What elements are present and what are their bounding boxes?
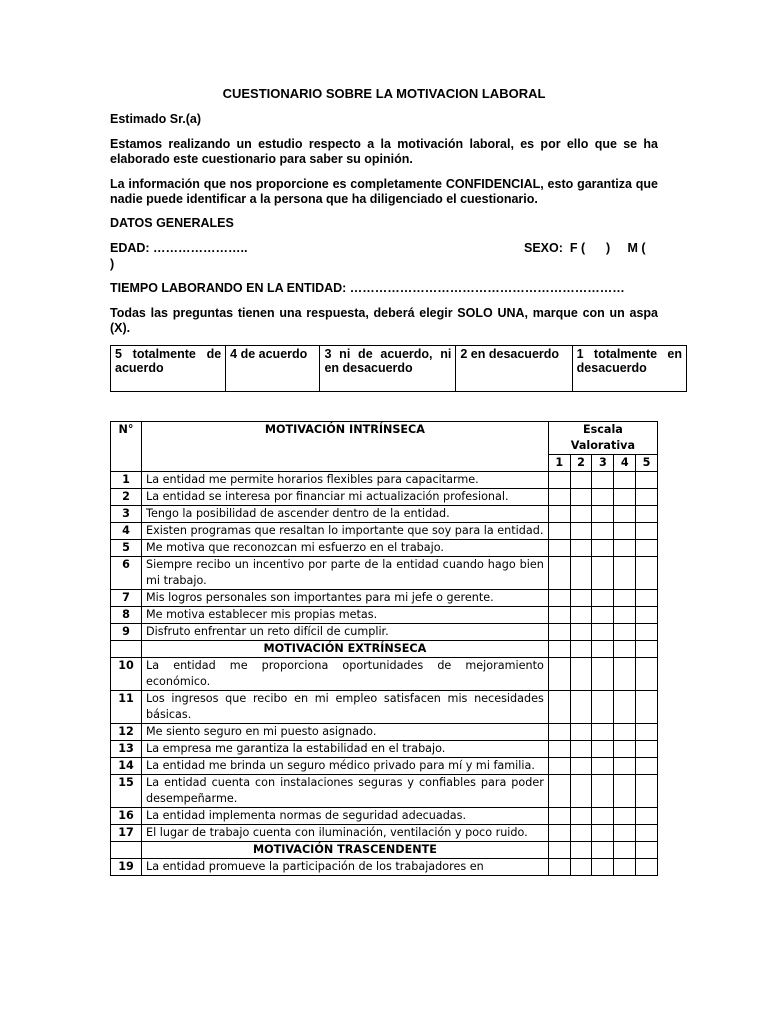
answer-cell-4[interactable] — [614, 489, 636, 506]
answer-cell-5[interactable] — [636, 472, 658, 489]
answer-cell-5[interactable] — [636, 741, 658, 758]
answer-cell-2[interactable] — [570, 741, 592, 758]
question-number: 11 — [111, 691, 142, 724]
scale-column-header: 4 — [614, 455, 636, 472]
question-number: 5 — [111, 540, 142, 557]
question-number: 16 — [111, 808, 142, 825]
section-empty-cell — [592, 842, 614, 859]
instructions-paragraph: Todas las preguntas tienen una respuesta, deberá elegir SOLO UNA, marque con un aspa (X). — [110, 306, 658, 335]
answer-cell-4[interactable] — [614, 590, 636, 607]
question-number: 10 — [111, 658, 142, 691]
question-text: La entidad me permite horarios flexibles para capacitarme. — [142, 472, 549, 489]
question-text: Tengo la posibilidad de ascender dentro de la entidad. — [142, 506, 549, 523]
section-header-intrinsic: MOTIVACIÓN INTRÍNSECA — [142, 422, 549, 472]
answer-cell-4[interactable] — [614, 607, 636, 624]
answer-cell-5[interactable] — [636, 590, 658, 607]
section-empty-cell — [548, 641, 570, 658]
question-number: 6 — [111, 557, 142, 590]
scale-option: 4 de acuerdo — [226, 346, 320, 392]
table-row — [111, 775, 658, 808]
answer-cell-3[interactable] — [592, 859, 614, 876]
answer-cell-5[interactable] — [636, 489, 658, 506]
question-text: Me motiva establecer mis propias metas. — [142, 607, 549, 624]
answer-cell-3[interactable] — [592, 658, 614, 691]
section-header-transcendent: MOTIVACIÓN TRASCENDENTE — [142, 842, 549, 859]
answer-cell-1[interactable] — [548, 590, 570, 607]
answer-cell-2[interactable] — [570, 658, 592, 691]
answer-cell-2[interactable] — [570, 624, 592, 641]
answer-cell-3[interactable] — [592, 489, 614, 506]
section-row — [111, 842, 658, 859]
answer-cell-4[interactable] — [614, 691, 636, 724]
answer-cell-4[interactable] — [614, 859, 636, 876]
scale-option: 3 ni de acuerdo, ni en desacuerdo — [320, 346, 456, 392]
scale-column-header: 3 — [592, 455, 614, 472]
table-row — [111, 825, 658, 842]
answer-cell-3[interactable] — [592, 741, 614, 758]
scale-option: 1 totalmente en desacuerdo — [572, 346, 686, 392]
answer-cell-2[interactable] — [570, 506, 592, 523]
scale-option: 5 totalmente de acuerdo — [111, 346, 226, 392]
answer-cell-5[interactable] — [636, 808, 658, 825]
question-text: Existen programas que resaltan lo importante que soy para la entidad. — [142, 523, 549, 540]
answer-cell-4[interactable] — [614, 557, 636, 590]
question-text: Me siento seguro en mi puesto asignado. — [142, 724, 549, 741]
answer-cell-3[interactable] — [592, 607, 614, 624]
answer-cell-1[interactable] — [548, 489, 570, 506]
answer-cell-2[interactable] — [570, 758, 592, 775]
answer-cell-2[interactable] — [570, 590, 592, 607]
question-text: Disfruto enfrentar un reto difícil de cumplir. — [142, 624, 549, 641]
answer-cell-5[interactable] — [636, 825, 658, 842]
table-row — [111, 523, 658, 540]
question-text: La entidad implementa normas de seguridad adecuadas. — [142, 808, 549, 825]
table-row — [111, 658, 658, 691]
answer-cell-4[interactable] — [614, 758, 636, 775]
table-row — [111, 624, 658, 641]
answer-cell-4[interactable] — [614, 540, 636, 557]
table-row — [111, 540, 658, 557]
answer-cell-5[interactable] — [636, 658, 658, 691]
question-number: 3 — [111, 506, 142, 523]
scale-header: Escala Valorativa — [548, 422, 657, 455]
question-text: Los ingresos que recibo en mi empleo satisfacen mis necesidades básicas. — [142, 691, 549, 724]
answer-cell-4[interactable] — [614, 808, 636, 825]
questionnaire-table — [110, 421, 658, 876]
answer-cell-2[interactable] — [570, 859, 592, 876]
answer-cell-3[interactable] — [592, 590, 614, 607]
table-row — [111, 859, 658, 876]
answer-cell-4[interactable] — [614, 523, 636, 540]
answer-cell-1[interactable] — [548, 472, 570, 489]
answer-cell-1[interactable] — [548, 859, 570, 876]
answer-cell-2[interactable] — [570, 775, 592, 808]
answer-cell-1[interactable] — [548, 758, 570, 775]
question-text: Mis logros personales son importantes para mi jefe o gerente. — [142, 590, 549, 607]
question-number: 15 — [111, 775, 142, 808]
sex-field-close: ) — [110, 257, 115, 271]
section-empty-cell — [614, 842, 636, 859]
answer-cell-5[interactable] — [636, 775, 658, 808]
answer-cell-2[interactable] — [570, 808, 592, 825]
answer-cell-4[interactable] — [614, 624, 636, 641]
table-row — [111, 607, 658, 624]
question-text — [142, 859, 549, 876]
answer-cell-4[interactable] — [614, 724, 636, 741]
answer-cell-2[interactable] — [570, 489, 592, 506]
answer-cell-4[interactable] — [614, 472, 636, 489]
time-working-field: TIEMPO LABORANDO EN LA ENTIDAD: ………………………………………………………… — [110, 281, 625, 295]
answer-cell-1[interactable] — [548, 557, 570, 590]
section-header-extrinsic: MOTIVACIÓN EXTRÍNSECA — [142, 641, 549, 658]
question-text: La entidad cuenta con instalaciones seguras y confiables para poder desempeñarme. — [142, 775, 549, 808]
question-number: 4 — [111, 523, 142, 540]
answer-cell-5[interactable] — [636, 540, 658, 557]
answer-cell-2[interactable] — [570, 523, 592, 540]
section-empty-cell — [636, 842, 658, 859]
answer-cell-3[interactable] — [592, 523, 614, 540]
answer-cell-5[interactable] — [636, 607, 658, 624]
answer-cell-5[interactable] — [636, 506, 658, 523]
answer-cell-5[interactable] — [636, 859, 658, 876]
scale-column-header: 1 — [548, 455, 570, 472]
question-number: 8 — [111, 607, 142, 624]
answer-cell-1[interactable] — [548, 724, 570, 741]
section-empty-cell — [570, 641, 592, 658]
answer-cell-1[interactable] — [548, 523, 570, 540]
answer-cell-3[interactable] — [592, 624, 614, 641]
question-text: Siempre recibo un incentivo por parte de la entidad cuando hago bien mi trabajo. — [142, 557, 549, 590]
scale-column-header: 2 — [570, 455, 592, 472]
answer-cell-2[interactable] — [570, 557, 592, 590]
answer-cell-1[interactable] — [548, 691, 570, 724]
answer-cell-3[interactable] — [592, 557, 614, 590]
answer-cell-3[interactable] — [592, 691, 614, 724]
table-row — [111, 808, 658, 825]
question-text: La empresa me garantiza la estabilidad en el trabajo. — [142, 741, 549, 758]
answer-cell-1[interactable] — [548, 775, 570, 808]
section-empty-cell — [614, 641, 636, 658]
table-row — [111, 590, 658, 607]
table-row — [111, 691, 658, 724]
question-number: 19 — [111, 859, 142, 876]
answer-cell-3[interactable] — [592, 724, 614, 741]
answer-cell-4[interactable] — [614, 506, 636, 523]
answer-cell-3[interactable] — [592, 506, 614, 523]
answer-cell-1[interactable] — [548, 808, 570, 825]
answer-cell-4[interactable] — [614, 775, 636, 808]
answer-cell-1[interactable] — [548, 540, 570, 557]
table-row — [111, 741, 658, 758]
rating-scale-legend — [110, 345, 687, 392]
confidential-paragraph: La información que nos proporcione es completamente CONFIDENCIAL, esto garantiza que nadie puede identificar a la persona que ha diligenciado el cuestionario. — [110, 177, 658, 206]
answer-cell-1[interactable] — [548, 607, 570, 624]
answer-cell-3[interactable] — [592, 775, 614, 808]
answer-cell-2[interactable] — [570, 724, 592, 741]
answer-cell-1[interactable] — [548, 741, 570, 758]
answer-cell-1[interactable] — [548, 658, 570, 691]
question-number: 9 — [111, 624, 142, 641]
section-spacer-cell — [111, 842, 142, 859]
question-text-content: La entidad promueve la participación de los trabajadores en — [146, 860, 484, 873]
answer-cell-4[interactable] — [614, 658, 636, 691]
answer-cell-3[interactable] — [592, 540, 614, 557]
document-title: CUESTIONARIO SOBRE LA MOTIVACION LABORAL — [222, 86, 546, 101]
section-empty-cell — [570, 842, 592, 859]
section-empty-cell — [636, 641, 658, 658]
answer-cell-3[interactable] — [592, 808, 614, 825]
section-empty-cell — [592, 641, 614, 658]
section-spacer-cell — [111, 641, 142, 658]
question-text: La entidad me proporciona oportunidades de mejoramiento económico. — [142, 658, 549, 691]
table-row — [111, 489, 658, 506]
answer-cell-3[interactable] — [592, 758, 614, 775]
question-number: 17 — [111, 825, 142, 842]
section-row — [111, 641, 658, 658]
question-number: 13 — [111, 741, 142, 758]
answer-cell-1[interactable] — [548, 624, 570, 641]
age-field: EDAD: ………………….. — [110, 241, 248, 255]
question-number: 7 — [111, 590, 142, 607]
table-row — [111, 506, 658, 523]
answer-cell-3[interactable] — [592, 472, 614, 489]
sex-field: SEXO: F ( ) M ( — [524, 241, 646, 255]
answer-cell-5[interactable] — [636, 624, 658, 641]
question-number: 12 — [111, 724, 142, 741]
column-header-number: N° — [111, 422, 142, 472]
scale-option: 2 en desacuerdo — [456, 346, 572, 392]
scale-column-header: 5 — [636, 455, 658, 472]
answer-cell-2[interactable] — [570, 825, 592, 842]
answer-cell-1[interactable] — [548, 506, 570, 523]
answer-cell-4[interactable] — [614, 741, 636, 758]
table-row — [111, 472, 658, 489]
answer-cell-5[interactable] — [636, 691, 658, 724]
answer-cell-5[interactable] — [636, 724, 658, 741]
answer-cell-2[interactable] — [570, 540, 592, 557]
question-number: 1 — [111, 472, 142, 489]
section-empty-cell — [548, 842, 570, 859]
general-data-header: DATOS GENERALES — [110, 216, 234, 230]
question-text: El lugar de trabajo cuenta con iluminación, ventilación y poco ruido. — [142, 825, 549, 842]
table-row — [111, 724, 658, 741]
table-row — [111, 758, 658, 775]
question-text: La entidad me brinda un seguro médico privado para mí y mi familia. — [142, 758, 549, 775]
answer-cell-5[interactable] — [636, 557, 658, 590]
question-text: La entidad se interesa por financiar mi actualización profesional. — [142, 489, 549, 506]
answer-cell-5[interactable] — [636, 758, 658, 775]
question-number: 14 — [111, 758, 142, 775]
answer-cell-1[interactable] — [548, 825, 570, 842]
question-text: Me motiva que reconozcan mi esfuerzo en el trabajo. — [142, 540, 549, 557]
answer-cell-4[interactable] — [614, 825, 636, 842]
answer-cell-2[interactable] — [570, 472, 592, 489]
table-row — [111, 557, 658, 590]
greeting: Estimado Sr.(a) — [110, 112, 201, 126]
intro-paragraph: Estamos realizando un estudio respecto a la motivación laboral, es por ello que se ha elaborado este cuestionario para saber su opinión. — [110, 137, 658, 166]
question-number: 2 — [111, 489, 142, 506]
answer-cell-2[interactable] — [570, 607, 592, 624]
answer-cell-2[interactable] — [570, 691, 592, 724]
answer-cell-3[interactable] — [592, 825, 614, 842]
answer-cell-5[interactable] — [636, 523, 658, 540]
